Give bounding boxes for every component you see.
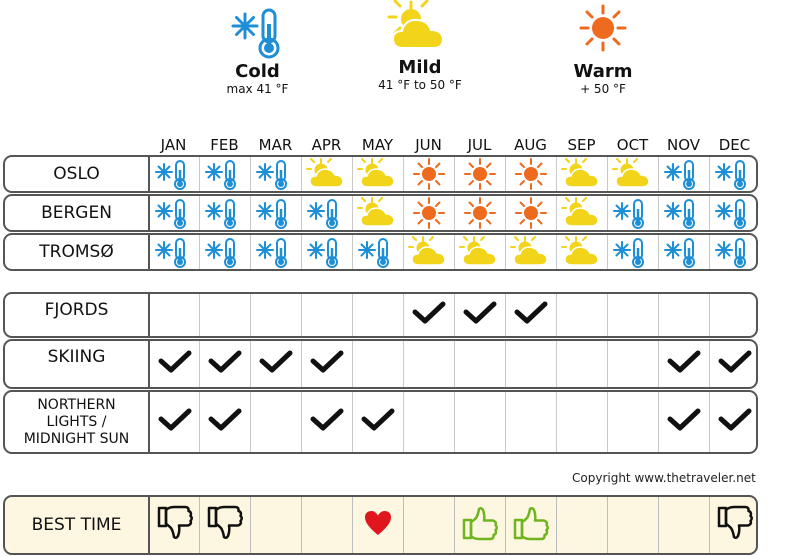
cell-jun <box>403 341 454 387</box>
check-icon <box>513 300 549 330</box>
cell-jul <box>454 392 505 452</box>
mild-icon <box>385 0 455 56</box>
mild-icon <box>560 197 604 229</box>
activity-label-line: NORTHERN <box>37 396 116 413</box>
mild-icon <box>611 158 655 190</box>
cell-dec <box>709 196 758 230</box>
cell-feb <box>199 235 250 269</box>
thumbs-down-icon <box>155 504 195 546</box>
cell-jun <box>403 235 454 269</box>
month-label-jul: JUL <box>467 136 492 154</box>
cell-apr <box>301 157 352 191</box>
weather-row-tromsø <box>3 233 758 271</box>
best-time-label: BEST TIME <box>31 515 122 535</box>
activity-label-line: MIDNIGHT SUN <box>23 430 130 447</box>
weather-row-oslo <box>3 155 758 193</box>
legend-warm <box>548 4 658 114</box>
cell-nov <box>658 341 709 387</box>
cell-aug <box>505 294 556 336</box>
copyright-text: Copyright www.thetraveler.net <box>572 471 756 485</box>
month-label-jan: JAN <box>160 136 187 154</box>
check-icon <box>360 407 396 437</box>
cell-jun <box>403 392 454 452</box>
cold-icon <box>662 236 706 268</box>
check-icon <box>157 407 193 437</box>
cell-jan <box>148 392 199 452</box>
cold-icon <box>305 197 349 229</box>
cold-icon <box>223 4 293 60</box>
cell-oct <box>607 294 658 336</box>
thumbs-up-icon <box>511 504 551 546</box>
cell-oct <box>607 392 658 452</box>
cell-feb <box>199 294 250 336</box>
legend-warm-icon-holder <box>568 4 638 60</box>
month-label-jun: JUN <box>415 136 442 154</box>
check-icon <box>207 407 243 437</box>
cell-may <box>352 497 403 553</box>
legend-mild-title: Mild <box>398 57 442 78</box>
warm-icon <box>458 197 502 229</box>
cold-icon <box>153 197 197 229</box>
cell-jun <box>403 294 454 336</box>
month-label-aug: AUG <box>514 136 547 154</box>
cell-feb <box>199 497 250 553</box>
month-header <box>148 136 760 154</box>
city-label: TROMSØ <box>39 242 114 262</box>
cold-icon <box>153 236 197 268</box>
cell-jan <box>148 294 199 336</box>
cold-icon <box>662 158 706 190</box>
cold-icon <box>662 197 706 229</box>
cell-dec <box>709 392 758 452</box>
cold-icon <box>713 158 757 190</box>
activity-label <box>5 392 148 452</box>
cell-sep <box>556 341 607 387</box>
warm-icon <box>458 158 502 190</box>
cell-sep <box>556 392 607 452</box>
cell-dec <box>709 497 758 553</box>
mild-icon <box>356 197 400 229</box>
cell-apr <box>301 235 352 269</box>
cell-may <box>352 235 403 269</box>
cell-apr <box>301 294 352 336</box>
mild-icon <box>407 236 451 268</box>
cold-icon <box>203 158 247 190</box>
check-icon <box>309 407 345 437</box>
thumbs-down-icon <box>715 504 755 546</box>
weather-row-bergen <box>3 194 758 232</box>
cell-apr <box>301 341 352 387</box>
activity-row-skiing <box>3 339 758 389</box>
month-label-mar: MAR <box>258 136 293 154</box>
warm-icon <box>509 158 553 190</box>
cell-jul <box>454 157 505 191</box>
cell-oct <box>607 196 658 230</box>
cell-mar <box>250 157 301 191</box>
check-icon <box>666 349 702 379</box>
month-label-sep: SEP <box>567 136 596 154</box>
cold-icon <box>203 236 247 268</box>
check-icon <box>309 349 345 379</box>
cell-mar <box>250 294 301 336</box>
cell-may <box>352 157 403 191</box>
cold-icon <box>305 236 349 268</box>
cell-dec <box>709 157 758 191</box>
cell-dec <box>709 341 758 387</box>
mild-icon <box>560 236 604 268</box>
mild-icon <box>356 158 400 190</box>
check-icon <box>157 349 193 379</box>
warm-icon <box>509 197 553 229</box>
check-icon <box>462 300 498 330</box>
cell-may <box>352 341 403 387</box>
legend-mild-icon-holder <box>385 0 455 56</box>
cell-nov <box>658 392 709 452</box>
cold-icon <box>713 197 757 229</box>
cell-jul <box>454 341 505 387</box>
cell-mar <box>250 341 301 387</box>
activity-label: SKIING <box>47 347 106 367</box>
cell-feb <box>199 341 250 387</box>
activity-label: FJORDS <box>44 300 109 320</box>
cell-feb <box>199 392 250 452</box>
legend-warm-subtitle: + 50 °F <box>580 82 626 96</box>
cell-jul <box>454 497 505 553</box>
cell-aug <box>505 196 556 230</box>
cell-sep <box>556 294 607 336</box>
cell-jan <box>148 235 199 269</box>
cell-nov <box>658 497 709 553</box>
cell-jan <box>148 196 199 230</box>
cell-nov <box>658 196 709 230</box>
cold-icon <box>611 197 655 229</box>
warm-icon <box>407 158 451 190</box>
cell-mar <box>250 392 301 452</box>
legend-cold-icon-holder <box>223 4 293 60</box>
cell-aug <box>505 392 556 452</box>
month-label-apr: APR <box>311 136 342 154</box>
cell-may <box>352 294 403 336</box>
cell-feb <box>199 157 250 191</box>
cell-oct <box>607 157 658 191</box>
cell-nov <box>658 157 709 191</box>
cell-may <box>352 196 403 230</box>
cell-jun <box>403 157 454 191</box>
cell-nov <box>658 294 709 336</box>
cell-dec <box>709 235 758 269</box>
cold-icon <box>254 158 298 190</box>
cell-sep <box>556 157 607 191</box>
heart-icon <box>363 509 393 541</box>
cold-icon <box>153 158 197 190</box>
cell-jul <box>454 235 505 269</box>
check-icon <box>717 349 753 379</box>
city-label: OSLO <box>53 164 100 184</box>
cell-apr <box>301 392 352 452</box>
warm-icon <box>407 197 451 229</box>
cell-nov <box>658 235 709 269</box>
cell-apr <box>301 497 352 553</box>
cell-dec <box>709 294 758 336</box>
legend-mild-subtitle: 41 °F to 50 °F <box>378 78 462 92</box>
cell-sep <box>556 497 607 553</box>
legend-cold-subtitle: max 41 °F <box>226 82 289 96</box>
cell-jul <box>454 196 505 230</box>
thumbs-down-icon <box>205 504 245 546</box>
cell-jan <box>148 341 199 387</box>
cell-jun <box>403 196 454 230</box>
cell-jun <box>403 497 454 553</box>
month-label-nov: NOV <box>666 136 701 154</box>
cold-icon <box>611 236 655 268</box>
activity-row-northern-lights <box>3 390 758 454</box>
cold-icon <box>254 236 298 268</box>
mild-icon <box>458 236 502 268</box>
legend-cold <box>200 4 315 114</box>
month-label-oct: OCT <box>616 136 649 154</box>
cell-mar <box>250 497 301 553</box>
activity-label-line: LIGHTS / <box>46 413 107 430</box>
legend-mild <box>360 0 480 110</box>
cold-icon <box>356 236 400 268</box>
warm-icon <box>568 4 638 60</box>
month-label-may: MAY <box>361 136 394 154</box>
mild-icon <box>305 158 349 190</box>
thumbs-up-icon <box>460 504 500 546</box>
cell-jan <box>148 157 199 191</box>
cold-icon <box>254 197 298 229</box>
legend-cold-title: Cold <box>235 61 280 82</box>
cold-icon <box>203 197 247 229</box>
cell-aug <box>505 157 556 191</box>
cell-mar <box>250 235 301 269</box>
check-icon <box>666 407 702 437</box>
cell-oct <box>607 497 658 553</box>
check-icon <box>411 300 447 330</box>
cell-aug <box>505 235 556 269</box>
legend-warm-title: Warm <box>573 61 633 82</box>
city-label: BERGEN <box>41 203 112 223</box>
mild-icon <box>509 236 553 268</box>
cell-aug <box>505 497 556 553</box>
cell-sep <box>556 235 607 269</box>
check-icon <box>717 407 753 437</box>
cell-jan <box>148 497 199 553</box>
cell-may <box>352 392 403 452</box>
cell-apr <box>301 196 352 230</box>
month-label-feb: FEB <box>210 136 239 154</box>
cell-feb <box>199 196 250 230</box>
cold-icon <box>713 236 757 268</box>
cell-mar <box>250 196 301 230</box>
cell-jul <box>454 294 505 336</box>
month-label-dec: DEC <box>718 136 751 154</box>
cell-oct <box>607 341 658 387</box>
cell-aug <box>505 341 556 387</box>
cell-oct <box>607 235 658 269</box>
check-icon <box>258 349 294 379</box>
mild-icon <box>560 158 604 190</box>
best-time-row <box>3 495 758 555</box>
check-icon <box>207 349 243 379</box>
activity-row-fjords <box>3 292 758 338</box>
cell-sep <box>556 196 607 230</box>
